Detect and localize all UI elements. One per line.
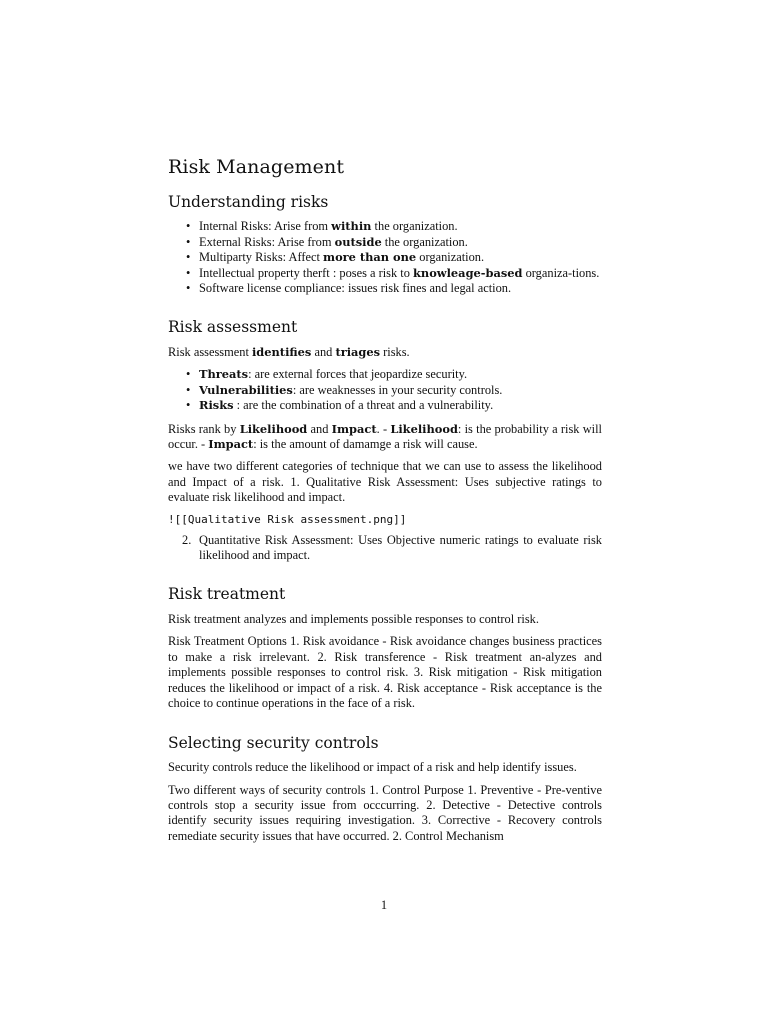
treatment-paragraph-1: Risk treatment analyzes and implements possible responses to control risk.: [168, 612, 539, 627]
list-item: • Vulnerabilities: are weaknesses in your security controls.: [199, 383, 602, 398]
list-item: • Software license compliance: issues risk fines and legal action.: [199, 281, 602, 296]
list-item: • Risks : are the combination of a threat and a vulnerability.: [199, 398, 602, 413]
assessment-numbered-list: [168, 533, 602, 564]
section-heading-risk-assessment: Risk assessment: [168, 318, 298, 337]
list-item: • Threats: are external forces that jeopardize security.: [199, 367, 602, 382]
assessment-categories-paragraph: we have two different categories of technique that we can use to assess the likelihood and Impact of a risk. 1. Qualitative Risk Assessment: Uses subjective ratings to evaluate risk likelihood and impact.: [168, 459, 602, 505]
document-page: [168, 152, 602, 851]
controls-paragraph-1: Security controls reduce the likelihood or impact of a risk and help identify issues.: [168, 760, 577, 775]
section-heading-risk-treatment: Risk treatment: [168, 585, 286, 604]
treatment-paragraph-2: Risk Treatment Options 1. Risk avoidance - Risk avoidance changes business practices to make a risk irrelevant. 2. Risk transference - Risk treatment an-alyzes and implements possible responses to control risk. 3. Risk mitigation - Risk mitigation reduces the likelihood or impact of a risk. 4. Risk acceptance - Risk acceptance is the choice to continue operations in the face of a risk.: [168, 634, 602, 711]
section-heading-security-controls: Selecting security controls: [168, 733, 379, 752]
risk-rank-paragraph: Risks rank by Likelihood and Impact. - Likelihood: is the probability a risk will occur. - Impact: is the amount of damamge a risk will cause.: [168, 421, 602, 452]
page-number: 1: [380, 898, 388, 912]
list-item: • External Risks: Arise from outside the organization.: [199, 235, 602, 250]
risk-components-list: [168, 367, 602, 413]
controls-paragraph-2: Two different ways of security controls 1. Control Purpose 1. Preventive - Pre-ventive controls stop a security issue from occcurring. 2. Detective - Detective controls identify security issues requiring investigation. 3. Corrective - Recovery controls remediate security issues that have occurred. 2. Control Mechanism: [168, 782, 602, 843]
document-title: Risk Management: [168, 156, 345, 178]
risk-types-list: [168, 219, 602, 296]
section-heading-understanding-risks: Understanding risks: [168, 192, 329, 211]
list-item: • Intellectual property therft : poses a risk to knowleage-based organiza-tions.: [199, 266, 602, 281]
list-item: • Internal Risks: Arise from within the organization.: [199, 219, 602, 234]
assessment-intro: Risk assessment identifies and triages risks.: [168, 345, 410, 360]
image-embed-text: ![[Qualitative Risk assessment.png]]: [168, 512, 407, 526]
list-item: • Multiparty Risks: Affect more than one organization.: [199, 250, 602, 265]
list-number: 2.: [182, 532, 192, 547]
list-item: 2. Quantitative Risk Assessment: Uses Objective numeric ratings to evaluate risk likelihood and impact.: [182, 532, 602, 563]
